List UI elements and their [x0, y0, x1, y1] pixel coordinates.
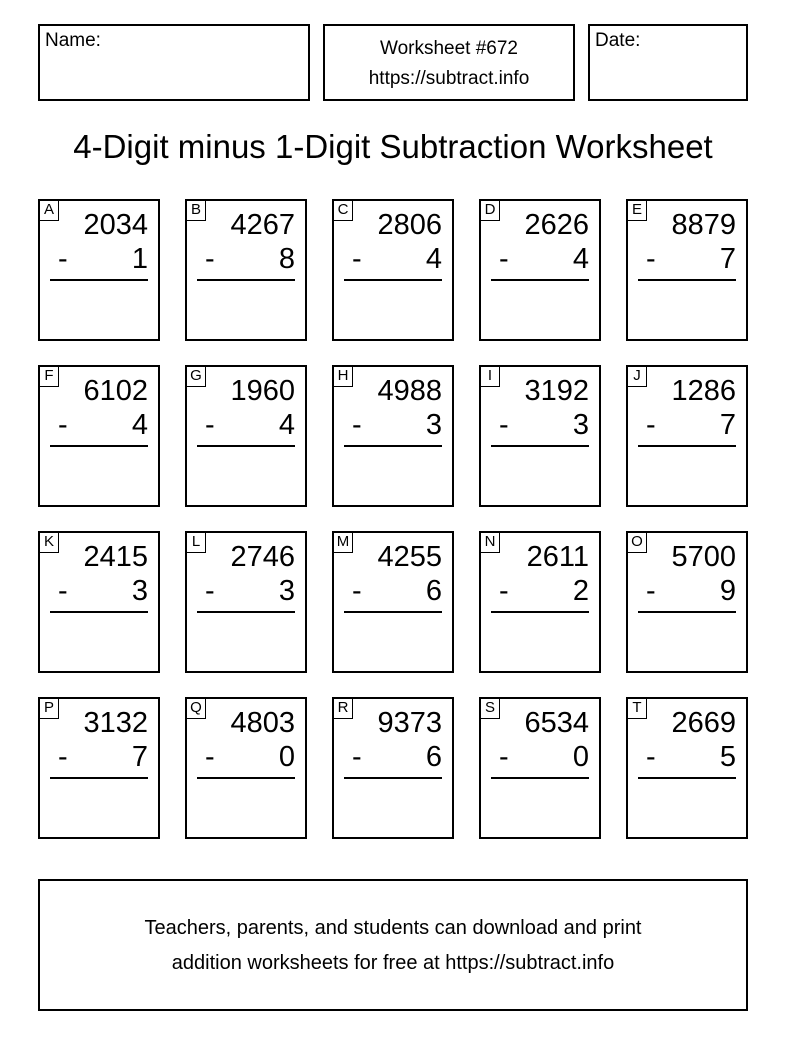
problem-letter: N [480, 532, 500, 553]
minus-sign: - [205, 243, 215, 275]
problem-cell [38, 365, 160, 507]
minuend: 8879 [671, 209, 736, 241]
minuend: 4267 [230, 209, 295, 241]
minuend: 2415 [83, 541, 148, 573]
footer-line-2: addition worksheets for free at https://subtract.info [171, 952, 615, 974]
problem-cell [626, 531, 748, 673]
answer-line [197, 279, 295, 281]
subtrahend: 3 [572, 409, 589, 441]
minuend: 1286 [671, 375, 736, 407]
subtrahend: 3 [278, 575, 295, 607]
minus-sign: - [499, 243, 509, 275]
problem-letter: B [186, 200, 206, 221]
subtrahend: 0 [572, 741, 589, 773]
minus-sign: - [205, 741, 215, 773]
subtrahend: 3 [131, 575, 148, 607]
subtrahend: 5 [719, 741, 736, 773]
answer-line [50, 279, 148, 281]
problem-cell [38, 697, 160, 839]
subtrahend: 7 [719, 409, 736, 441]
minuend: 1960 [230, 375, 295, 407]
problem-cell [332, 199, 454, 341]
minuend: 4803 [230, 707, 295, 739]
minuend: 2626 [524, 209, 589, 241]
minuend: 2611 [526, 541, 589, 573]
answer-line [491, 777, 589, 779]
date-label: Date: [595, 30, 641, 51]
answer-line [50, 611, 148, 613]
problem-letter: O [627, 532, 647, 553]
minus-sign: - [646, 741, 656, 773]
name-field-box [38, 24, 310, 101]
subtrahend: 4 [278, 409, 295, 441]
minus-sign: - [499, 575, 509, 607]
problem-cell [185, 365, 307, 507]
subtrahend: 9 [719, 575, 736, 607]
problem-cell [626, 365, 748, 507]
problem-cell [479, 199, 601, 341]
problem-letter: E [627, 200, 647, 221]
minus-sign: - [499, 409, 509, 441]
answer-line [50, 777, 148, 779]
problem-letter: L [186, 532, 206, 553]
problem-cell [38, 199, 160, 341]
minuend: 4255 [377, 541, 442, 573]
minuend: 2746 [230, 541, 295, 573]
answer-line [197, 777, 295, 779]
minuend: 2034 [83, 209, 148, 241]
problem-letter: J [627, 366, 647, 387]
minus-sign: - [499, 741, 509, 773]
minus-sign: - [352, 409, 362, 441]
problem-cell [185, 199, 307, 341]
footer-line-1: Teachers, parents, and students can download and print [144, 917, 642, 939]
answer-line [344, 445, 442, 447]
subtrahend: 4 [425, 243, 442, 275]
subtrahend: 4 [131, 409, 148, 441]
problem-letter: S [480, 698, 500, 719]
problem-grid [38, 199, 748, 839]
minuend: 3192 [524, 375, 589, 407]
problem-letter: P [39, 698, 59, 719]
subtrahend: 6 [425, 575, 442, 607]
answer-line [197, 445, 295, 447]
problem-letter: Q [186, 698, 206, 719]
problem-letter: H [333, 366, 353, 387]
answer-line [491, 445, 589, 447]
problem-letter: M [333, 532, 353, 553]
name-label: Name: [45, 30, 101, 51]
subtrahend: 2 [572, 575, 589, 607]
minus-sign: - [205, 575, 215, 607]
minus-sign: - [646, 409, 656, 441]
worksheet-info-box [323, 24, 575, 101]
subtrahend: 7 [719, 243, 736, 275]
problem-letter: R [333, 698, 353, 719]
minuend: 2806 [377, 209, 442, 241]
answer-line [344, 279, 442, 281]
minuend: 3132 [83, 707, 148, 739]
problem-letter: D [480, 200, 500, 221]
subtrahend: 1 [131, 243, 148, 275]
subtrahend: 4 [572, 243, 589, 275]
worksheet-url: https://subtract.info [368, 68, 530, 89]
minus-sign: - [352, 575, 362, 607]
problem-cell [332, 531, 454, 673]
minus-sign: - [646, 243, 656, 275]
problem-cell [479, 697, 601, 839]
problem-letter: G [186, 366, 206, 387]
problem-cell [626, 199, 748, 341]
subtrahend: 8 [278, 243, 295, 275]
minus-sign: - [58, 575, 68, 607]
subtrahend: 0 [278, 741, 295, 773]
minuend: 5700 [671, 541, 736, 573]
problem-letter: F [39, 366, 59, 387]
minuend: 9373 [377, 707, 442, 739]
page-title: 4-Digit minus 1-Digit Subtraction Worksheet [73, 128, 713, 165]
problem-letter: I [480, 366, 500, 387]
problem-cell [185, 697, 307, 839]
problem-cell [38, 531, 160, 673]
problem-letter: T [627, 698, 647, 719]
problem-cell [332, 365, 454, 507]
answer-line [638, 611, 736, 613]
problem-cell [479, 365, 601, 507]
minus-sign: - [352, 741, 362, 773]
problem-letter: A [39, 200, 59, 221]
minus-sign: - [58, 409, 68, 441]
answer-line [344, 777, 442, 779]
minuend: 4988 [377, 375, 442, 407]
answer-line [638, 777, 736, 779]
minus-sign: - [352, 243, 362, 275]
answer-line [638, 279, 736, 281]
footer-box [38, 879, 748, 1011]
answer-line [638, 445, 736, 447]
minuend: 2669 [671, 707, 736, 739]
minuend: 6534 [524, 707, 589, 739]
minus-sign: - [58, 741, 68, 773]
subtrahend: 3 [425, 409, 442, 441]
answer-line [197, 611, 295, 613]
subtrahend: 7 [131, 741, 148, 773]
answer-line [491, 611, 589, 613]
problem-cell [626, 697, 748, 839]
minus-sign: - [205, 409, 215, 441]
answer-line [50, 445, 148, 447]
minus-sign: - [646, 575, 656, 607]
problem-letter: C [333, 200, 353, 221]
answer-line [344, 611, 442, 613]
problem-cell [332, 697, 454, 839]
answer-line [491, 279, 589, 281]
minus-sign: - [58, 243, 68, 275]
problem-cell [479, 531, 601, 673]
subtrahend: 6 [425, 741, 442, 773]
problem-letter: K [39, 532, 59, 553]
worksheet-number: Worksheet #672 [379, 38, 518, 59]
date-field-box [588, 24, 748, 101]
minuend: 6102 [83, 375, 148, 407]
problem-cell [185, 531, 307, 673]
